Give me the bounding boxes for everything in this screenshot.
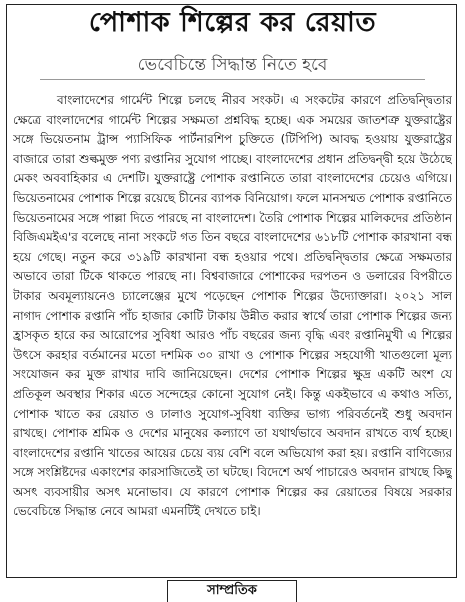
article-headline: পোশাক শিল্পের কর রেয়াত: [88, 7, 377, 38]
section-tag: সাম্প্রতিক: [167, 580, 297, 602]
divider: [40, 79, 425, 80]
article-subheadline: ভেবেচিন্তে সিদ্ধান্ত নিতে হবে: [137, 55, 328, 75]
article-body: বাংলাদেশের গার্মেন্ট শিল্পে চলছে নীরব সংকট। এ সংকটের কারণে প্রতিদ্বন্দ্বিতার ক্ষেত্রে বাংলাদেশের গার্মেন্ট শিল্পের সক্ষমতা প্রশ্নবিদ্ধ হচ্ছে। এক সময়ের জাতশত্রু যুক্তরাষ্ট্রের সঙ্গে ভিয়েতনাম ট্রান্স প্যাসিফিক পার্টনারশিপ চুক্তিতে (টিপিপি) আবদ্ধ হওয়ায় যুক্তরাষ্ট্রের বাজারে তারা শুল্কমুক্ত পণ্য রপ্তানির সুযোগ পাচ্ছে। বাংলাদেশের প্রধান প্রতিদ্বন্দ্বী হয়ে উঠেছে মেকং অববাহিকার এ দেশটি। যুক্তরাষ্ট্রে পোশাক রপ্তানিতে তারা বাংলাদেশের চেয়েও এগিয়ে। ভিয়েতনামের পোশাক শিল্পে রয়েছে চীনের ব্যাপক বিনিয়োগ। ফলে মানসম্মত পোশাক রপ্তানিতে ভিয়েতনামের সঙ্গে পাল্লা দিতে পারছে না বাংলাদেশ। তৈরি পোশাক শিল্পের মালিকদের প্রতিষ্ঠান বিজিএমইএ'র বলেছে নানা সংকটে গত তিন বছরে বাংলাদেশের ৬১৮টি পোশাক কারখানা বন্ধ হয়ে গেছে। নতুন করে ৩১৯টি কারখানা বন্ধ হওয়ার পথে। প্রতিদ্বন্দ্বিতার ক্ষেত্রে সক্ষমতার অভাবে তারা টিকে থাকতে পারছে না। বিশ্ববাজারে পোশাকের দরপতন ও ডলারের বিপরীতে টাকার অবমূল্যায়নেও চ্যালেঞ্জের মুখে পড়েছেন পোশাক শিল্পের উদ্যোক্তারা। ২০২১ সাল নাগাদ পোশাক রপ্তানি পাঁচ হাজার কোটি টাকায় উন্নীত করার স্বার্থে তারা পোশাক শিল্পের জন্য হ্রাসকৃত হারে কর আরোপের সুবিধা আরও পাঁচ বছরের জন্য বৃদ্ধি এবং রপ্তানিমুখী এ শিল্পের উৎসে করহার বর্তমানের মতো দশমিক ৩০ রাখা ও পোশাক শিল্পের সহযোগী খাতগুলো মূল্য সংযোজন কর মুক্ত রাখার দাবি জানিয়েছেন। দেশের পোশাক শিল্পের ক্ষুদ্র একটি অংশ যে প্রতিকূল অবস্থার শিকার এতে সন্দেহের কোনো সুযোগ নেই। কিন্তু একইভাবে এ কথাও সত্যি, পোশাক খাতে কর রেয়াত ও ঢালাও সুযোগ-সুবিধা ব্যক্তির ভাগ্য পরিবর্তনেই শুধু অবদান রাখছে। পোশাক শ্রমিক ও দেশের মানুষের কল্যাণে তা যথার্থভাবে অবদান রাখতে ব্যর্থ হচ্ছে। বাংলাদেশের রপ্তানি খাতের আয়ের চেয়ে ব্যয় বেশি বলে অভিযোগ করা হয়। রপ্তানি বাণিজ্যের সঙ্গে সংশ্লিষ্টদের একাংশের কারসাজিতেই তা ঘটছে। বিদেশে অর্থ পাচারেও অবদান রাখছে কিছু অসৎ ব্যবসায়ীর অসৎ মনোভাব। যে কারণে পোশাক শিল্পের কর রেয়াতের বিষয়ে সরকার ভেবেচিন্তে সিদ্ধান্ত নেবে আমরা এমনটিই দেখতে চাই।: [13, 93, 452, 519]
